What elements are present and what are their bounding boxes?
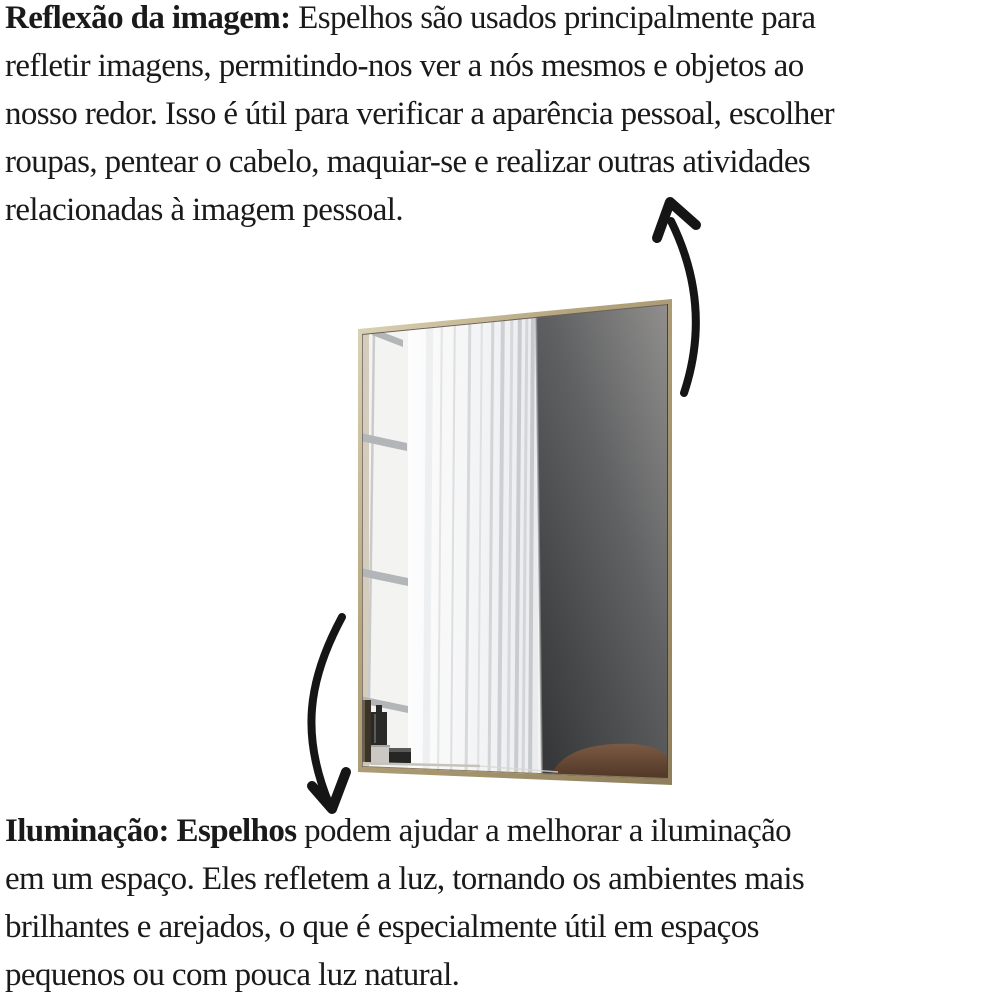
wall-reflection	[536, 304, 668, 779]
text-line: nosso redor. Isso é útil para verificar a aparência pessoal, escolher	[5, 96, 835, 132]
curved-arrow-down-icon	[311, 617, 346, 809]
mirror-glass	[358, 298, 670, 786]
text-line: refletir imagens, permitindo-nos ver a nós mesmos e objetos ao	[5, 48, 804, 84]
text-line: relacionadas à imagem pessoal.	[5, 192, 403, 228]
text-line-rest: Espelhos são usados principalmente para	[290, 0, 816, 36]
curtain-reflection	[408, 298, 538, 786]
text-line: em um espaço. Eles refletem a luz, tornando os ambientes mais	[5, 861, 805, 897]
illumination-lead: Iluminação: Espelhos	[5, 813, 297, 849]
text-line	[5, 0, 834, 42]
reflection-lead: Reflexão da imagem:	[5, 0, 291, 36]
mirror-photo	[290, 180, 760, 820]
text-line-rest: podem ajudar a melhorar a iluminação	[296, 813, 792, 849]
text-line	[5, 807, 804, 855]
text-line: brilhantes e arejados, o que é especialmente útil em espaços	[5, 909, 759, 945]
text-line: roupas, pentear o cabelo, maquiar-se e realizar outras atividades	[5, 144, 811, 180]
illumination-paragraph	[5, 807, 804, 999]
text-line: pequenos ou com pouca luz natural.	[5, 957, 460, 993]
